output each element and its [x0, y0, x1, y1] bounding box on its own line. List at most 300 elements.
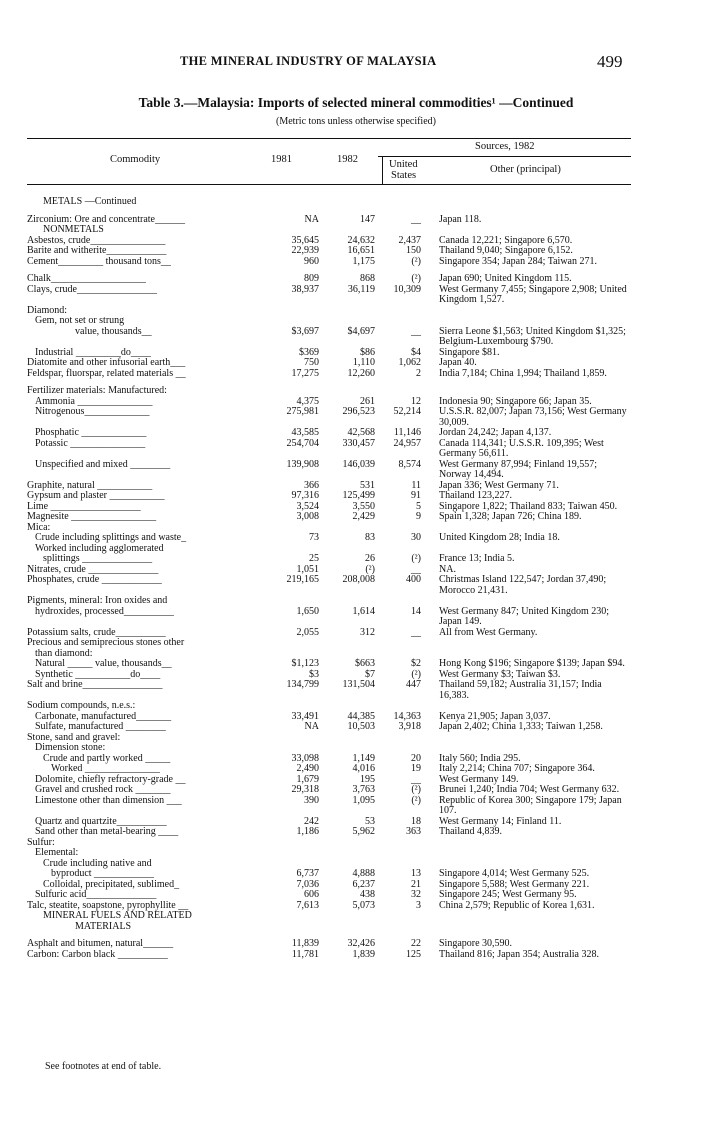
- value-1982-cell: [319, 911, 375, 922]
- other-sources-cell: Jordan 24,242; Japan 4,137.: [439, 427, 552, 438]
- value-1981-cell: 390: [304, 794, 319, 806]
- united-states-cell: 447: [406, 679, 421, 690]
- commodity-cell: splittings ______________: [43, 553, 153, 564]
- value-1981-cell: 750: [304, 357, 319, 368]
- table-subtitle: (Metric tons unless otherwise specified): [276, 116, 436, 127]
- other-sources-cell: NA.: [439, 563, 456, 575]
- value-1981-cell: 29,318: [291, 784, 319, 795]
- col-other-principal: Other (principal): [490, 164, 561, 175]
- commodity-cell: Gem, not set or strung: [35, 315, 125, 326]
- other-sources-cell: Sierra Leone $1,563; United Kingdom $1,325; Belgium-Luxembourg $790.: [439, 325, 626, 347]
- value-1982-cell: [319, 225, 375, 236]
- value-1981-cell: 1,051: [296, 563, 319, 575]
- value-1982-cell: 1,095: [352, 794, 375, 806]
- value-1982-cell: 1,175: [352, 255, 375, 267]
- united-states-cell: 19: [411, 763, 421, 774]
- other-sources-cell: Spain 1,328; Japan 726; China 189.: [439, 511, 582, 522]
- commodity-cell: Industrial _________do____: [35, 346, 151, 358]
- value-1982-cell: $4,697: [347, 325, 375, 337]
- united-states-cell: (²): [411, 273, 421, 284]
- united-states-cell: 3: [416, 899, 421, 911]
- united-states-cell: 13: [411, 868, 421, 879]
- commodity-cell: Gypsum and plaster ___________: [27, 490, 165, 501]
- united-states-cell: 14: [411, 605, 421, 617]
- other-sources-cell: India 7,184; China 1,994; Thailand 1,859.: [439, 367, 607, 379]
- commodity-cell: Precious and semiprecious stones other: [27, 637, 185, 648]
- col-sources: Sources, 1982: [475, 141, 535, 152]
- commodity-cell: Elemental:: [35, 847, 79, 858]
- value-1982-cell: 312: [360, 626, 375, 638]
- value-1981-cell: $369: [299, 346, 319, 358]
- united-states-cell: __: [411, 325, 421, 337]
- other-sources-cell: Singapore 1,822; Thailand 833; Taiwan 450.: [439, 500, 618, 512]
- commodity-cell: Talc, steatite, soapstone, pyrophyllite __: [27, 899, 189, 911]
- united-states-cell: 18: [411, 815, 421, 827]
- other-sources-cell: Singapore 5,588; West Germany 221.: [439, 878, 590, 890]
- value-1981-cell: [253, 225, 319, 236]
- other-sources-cell: Kenya 21,905; Japan 3,037.: [439, 710, 551, 722]
- value-1981-cell: 38,937: [291, 283, 319, 295]
- commodity-cell: Pigments, mineral: Iron oxides and: [27, 595, 168, 606]
- value-1982-cell: [319, 922, 375, 933]
- commodity-cell: NONMETALS: [43, 224, 104, 235]
- value-1982-cell: [319, 733, 375, 744]
- value-1982-cell: 44,385: [347, 710, 375, 722]
- united-states-cell: 2: [416, 367, 421, 379]
- united-states-cell: 30: [411, 532, 421, 543]
- value-1981-cell: [253, 386, 319, 397]
- value-1981-cell: 7,613: [296, 899, 319, 911]
- other-sources-cell: Canada 12,221; Singapore 6,570.: [439, 234, 573, 246]
- united-states-cell: (²): [411, 255, 421, 267]
- commodity-cell: Diatomite and other infusorial earth___: [27, 357, 186, 368]
- value-1982-cell: 83: [365, 532, 375, 543]
- footnote: See footnotes at end of table.: [45, 1061, 162, 1072]
- value-1982-cell: 53: [365, 815, 375, 827]
- value-1982-cell: 1,614: [352, 605, 375, 617]
- other-sources-cell: [433, 197, 631, 208]
- value-1981-cell: 2,055: [296, 626, 319, 638]
- value-1981-cell: 7,036: [296, 878, 319, 890]
- united-states-cell: 91: [411, 490, 421, 501]
- value-1981-cell: 275,981: [286, 406, 319, 417]
- page-number: 499: [597, 52, 623, 71]
- col-united-states-line2: States: [391, 170, 417, 181]
- other-sources-cell: Thailand 816; Japan 354; Australia 328.: [439, 948, 599, 960]
- value-1981-cell: 219,165: [286, 574, 319, 585]
- united-states-cell: 11: [411, 479, 421, 491]
- other-sources-cell: [433, 225, 631, 236]
- other-sources-cell: [433, 316, 631, 327]
- other-sources-cell: Japan 336; West Germany 71.: [439, 479, 559, 491]
- value-1981-cell: 809: [304, 273, 319, 284]
- commodity-cell: Unspecified and mixed ________: [35, 458, 171, 470]
- value-1982-cell: 26: [365, 553, 375, 564]
- value-1982-cell: 24,632: [347, 234, 375, 246]
- commodity-cell: Sand other than metal-bearing ____: [35, 826, 179, 837]
- value-1981-cell: 4,375: [296, 395, 319, 407]
- other-sources-cell: Brunei 1,240; India 704; West Germany 632.: [439, 784, 620, 795]
- value-1982-cell: 5,962: [352, 826, 375, 837]
- commodity-cell: Nitrates, crude ______________: [27, 563, 159, 575]
- value-1981-cell: 17,275: [291, 367, 319, 379]
- commodity-cell: Stone, sand and gravel:: [27, 731, 121, 743]
- other-sources-cell: Indonesia 90; Singapore 66; Japan 35.: [439, 395, 592, 407]
- col-commodity: Commodity: [110, 154, 161, 165]
- other-sources-cell: [433, 922, 631, 933]
- commodity-cell: Sulfate, manufactured ________: [35, 721, 166, 732]
- value-1982-cell: 125,499: [342, 490, 375, 501]
- commodity-cell: Asbestos, crude_______________: [27, 234, 166, 246]
- value-1981-cell: [253, 838, 319, 849]
- united-states-cell: 21: [411, 878, 421, 890]
- other-sources-cell: [433, 638, 631, 649]
- united-states-cell: 14,363: [393, 710, 421, 722]
- united-states-cell: [375, 922, 433, 933]
- united-states-cell: 10,309: [393, 283, 421, 295]
- other-sources-cell: Singapore 245; West Germany 95.: [439, 889, 577, 900]
- value-1981-cell: NA: [304, 213, 319, 225]
- other-sources-cell: Japan 40.: [439, 357, 477, 368]
- other-sources-cell: Thailand 59,182; Australia 31,157; India 16,383.: [439, 679, 602, 701]
- value-1981-cell: $1,123: [291, 658, 319, 669]
- value-1982-cell: [319, 596, 375, 607]
- other-sources-cell: [433, 701, 631, 712]
- other-sources-cell: Singapore $81.: [439, 346, 500, 358]
- united-states-cell: 150: [406, 245, 421, 256]
- commodity-cell: Gravel and crushed rock _______: [35, 784, 171, 795]
- us-divider: [382, 156, 383, 184]
- commodity-cell: Chalk___________________: [27, 273, 146, 284]
- other-sources-cell: [433, 743, 631, 754]
- other-sources-cell: West Germany 14; Finland 11.: [439, 815, 562, 827]
- commodity-cell: MINERAL FUELS AND RELATED: [43, 910, 192, 921]
- value-1982-cell: $663: [355, 658, 375, 669]
- value-1982-cell: 10,503: [347, 721, 375, 732]
- value-1982-cell: [319, 838, 375, 849]
- united-states-cell: (²): [411, 668, 421, 680]
- value-1981-cell: 33,098: [291, 752, 319, 764]
- commodity-cell: Feldspar, fluorspar, related materials __: [27, 367, 186, 379]
- commodity-cell: Dimension stone:: [35, 742, 106, 753]
- value-1981-cell: 1,679: [296, 773, 319, 785]
- value-1981-cell: [253, 197, 319, 208]
- commodity-cell: Synthetic ___________do____: [35, 668, 161, 680]
- value-1982-cell: [319, 197, 375, 208]
- value-1981-cell: [253, 306, 319, 317]
- col-united-states-line1: United: [389, 159, 418, 170]
- value-1981-cell: 366: [304, 479, 319, 491]
- value-1981-cell: 1,650: [296, 605, 319, 617]
- united-states-cell: 52,214: [393, 406, 421, 417]
- value-1981-cell: 25: [309, 553, 319, 564]
- commodity-cell: Colloidal, precipitated, sublimed_: [43, 878, 180, 890]
- commodity-cell: Magnesite _________________: [27, 511, 157, 522]
- value-1982-cell: 330,457: [342, 437, 375, 449]
- value-1982-cell: [319, 701, 375, 712]
- value-1981-cell: 11,839: [291, 938, 319, 949]
- united-states-cell: (²): [411, 794, 421, 806]
- value-1982-cell: 261: [360, 395, 375, 407]
- commodity-cell: Lime __________________: [27, 500, 141, 512]
- value-1982-cell: 1,149: [352, 752, 375, 764]
- header-bottom-rule: [27, 184, 631, 185]
- other-sources-cell: Singapore 30,590.: [439, 938, 513, 949]
- value-1981-cell: $3,697: [291, 325, 319, 337]
- other-sources-cell: Singapore 354; Japan 284; Taiwan 271.: [439, 255, 597, 267]
- other-sources-cell: Hong Kong $196; Singapore $139; Japan $94.: [439, 658, 625, 669]
- value-1981-cell: 134,799: [286, 679, 319, 690]
- value-1982-cell: 531: [360, 479, 375, 491]
- value-1982-cell: [319, 306, 375, 317]
- value-1982-cell: (²): [365, 563, 375, 575]
- united-states-cell: [375, 733, 433, 744]
- value-1982-cell: 4,888: [352, 868, 375, 879]
- commodity-cell: Sulfur:: [27, 836, 55, 848]
- value-1981-cell: [253, 848, 319, 859]
- united-states-cell: [375, 544, 433, 555]
- commodity-cell: Worked including agglomerated: [35, 542, 164, 554]
- united-states-cell: [375, 859, 433, 870]
- value-1982-cell: 195: [360, 773, 375, 785]
- other-sources-cell: Singapore 4,014; West Germany 525.: [439, 868, 590, 879]
- united-states-cell: 2,437: [398, 234, 421, 246]
- value-1981-cell: 11,781: [291, 948, 319, 960]
- value-1981-cell: [253, 922, 319, 933]
- commodity-cell: Sulfuric acid______________: [35, 889, 157, 900]
- commodity-cell: Nitrogenous_____________: [35, 406, 150, 417]
- united-states-cell: [375, 306, 433, 317]
- other-sources-cell: Italy 2,214; China 707; Singapore 364.: [439, 763, 595, 774]
- united-states-cell: __: [411, 773, 421, 785]
- commodity-cell: Phosphates, crude ____________: [27, 574, 162, 585]
- united-states-cell: 5: [416, 500, 421, 512]
- value-1982-cell: 36,119: [347, 283, 375, 295]
- value-1982-cell: 5,073: [352, 899, 375, 911]
- commodity-cell: Cement_________ thousand tons__: [27, 255, 171, 267]
- other-sources-cell: [433, 838, 631, 849]
- commodity-cell: Potassium salts, crude__________: [27, 626, 166, 638]
- value-1982-cell: 12,260: [347, 367, 375, 379]
- commodity-cell: Crude including splittings and waste_: [35, 532, 187, 543]
- united-states-cell: [375, 638, 433, 649]
- united-states-cell: 12: [411, 395, 421, 407]
- value-1981-cell: 22,939: [291, 245, 319, 256]
- value-1981-cell: 73: [309, 532, 319, 543]
- united-states-cell: [375, 316, 433, 327]
- value-1982-cell: 296,523: [342, 406, 375, 417]
- value-1982-cell: 3,763: [352, 784, 375, 795]
- commodity-cell: Asphalt and bitumen, natural______: [27, 938, 174, 949]
- united-states-cell: (²): [411, 784, 421, 795]
- united-states-cell: [375, 225, 433, 236]
- commodity-cell: Crude including native and: [43, 857, 152, 869]
- united-states-cell: 32: [411, 889, 421, 900]
- commodity-cell: Potassic _______________: [35, 437, 146, 449]
- value-1981-cell: 35,645: [291, 234, 319, 246]
- value-1982-cell: [319, 316, 375, 327]
- united-states-cell: __: [411, 563, 421, 575]
- united-states-cell: [375, 838, 433, 849]
- other-sources-cell: All from West Germany.: [439, 626, 538, 638]
- value-1982-cell: 42,568: [347, 427, 375, 438]
- sources-rule: [378, 156, 631, 157]
- other-sources-cell: Thailand 123,227.: [439, 490, 513, 501]
- value-1981-cell: [253, 911, 319, 922]
- commodity-cell: Phosphatic _____________: [35, 427, 147, 438]
- other-sources-cell: [433, 386, 631, 397]
- united-states-cell: 363: [406, 826, 421, 837]
- value-1981-cell: 1,186: [296, 826, 319, 837]
- united-states-cell: 22: [411, 938, 421, 949]
- commodity-cell: hydroxides, processed__________: [35, 605, 174, 617]
- commodity-cell: Carbonate, manufactured_______: [35, 710, 172, 722]
- value-1982-cell: 4,016: [352, 763, 375, 774]
- value-1982-cell: 3,550: [352, 500, 375, 512]
- other-sources-cell: [433, 848, 631, 859]
- other-sources-cell: [433, 733, 631, 744]
- value-1982-cell: 2,429: [352, 511, 375, 522]
- commodity-cell: value, thousands__: [75, 325, 152, 337]
- value-1981-cell: 6,737: [296, 868, 319, 879]
- value-1982-cell: 6,237: [352, 878, 375, 890]
- value-1981-cell: 242: [304, 815, 319, 827]
- other-sources-cell: Christmas Island 122,547; Jordan 37,490; Morocco 21,431.: [439, 574, 607, 596]
- other-sources-cell: Thailand 9,040; Singapore 6,152.: [439, 245, 573, 256]
- commodity-cell: Clays, crude________________: [27, 283, 157, 295]
- value-1981-cell: 97,316: [291, 490, 319, 501]
- other-sources-cell: Canada 114,341; U.S.S.R. 109,395; West Germany 56,611.: [439, 437, 604, 459]
- value-1981-cell: 33,491: [291, 710, 319, 722]
- value-1981-cell: [253, 743, 319, 754]
- value-1982-cell: 147: [360, 213, 375, 225]
- value-1981-cell: [253, 316, 319, 327]
- value-1981-cell: [253, 701, 319, 712]
- value-1982-cell: 1,110: [352, 357, 375, 368]
- value-1982-cell: [319, 848, 375, 859]
- united-states-cell: [375, 743, 433, 754]
- commodity-cell: Salt and brine________________: [27, 679, 163, 690]
- table-title: Table 3.—Malaysia: Imports of selected mineral commodities¹ —Continued: [138, 95, 574, 110]
- value-1981-cell: 3,008: [296, 511, 319, 522]
- other-sources-cell: Japan 118.: [439, 213, 482, 225]
- value-1981-cell: [253, 638, 319, 649]
- united-states-cell: __: [411, 626, 421, 638]
- united-states-cell: [375, 848, 433, 859]
- value-1982-cell: 16,651: [347, 245, 375, 256]
- commodity-cell: Quartz and quartzite__________: [35, 815, 167, 827]
- value-1982-cell: 32,426: [347, 938, 375, 949]
- other-sources-cell: U.S.S.R. 82,007; Japan 73,156; West Germany 30,009.: [439, 406, 627, 428]
- other-sources-cell: France 13; India 5.: [439, 553, 515, 564]
- other-sources-cell: Italy 560; India 295.: [439, 752, 521, 764]
- top-rule: [27, 138, 631, 139]
- commodity-cell: Limestone other than dimension ___: [35, 794, 182, 806]
- other-sources-cell: Japan 2,402; China 1,333; Taiwan 1,258.: [439, 721, 603, 732]
- united-states-cell: 1,062: [398, 357, 421, 368]
- commodity-cell: Ammonia _______________: [35, 395, 153, 407]
- value-1981-cell: [253, 733, 319, 744]
- value-1981-cell: $3: [309, 668, 319, 680]
- united-states-cell: [375, 701, 433, 712]
- other-sources-cell: Japan 690; United Kingdom 115.: [439, 273, 572, 284]
- value-1982-cell: $7: [365, 668, 375, 680]
- value-1982-cell: 208,008: [342, 574, 375, 585]
- commodity-cell: Sodium compounds, n.e.s.:: [27, 700, 136, 711]
- other-sources-cell: West Germany 149.: [439, 773, 519, 785]
- commodity-cell: Dolomite, chiefly refractory-grade __: [35, 773, 186, 785]
- united-states-cell: [375, 386, 433, 397]
- value-1982-cell: 868: [360, 273, 375, 284]
- imports-table: [27, 190, 631, 960]
- value-1982-cell: 438: [360, 889, 375, 900]
- united-states-cell: $2: [411, 658, 421, 669]
- united-states-cell: 20: [411, 752, 421, 764]
- value-1982-cell: $86: [360, 346, 375, 358]
- commodity-cell: METALS —Continued: [43, 196, 137, 207]
- other-sources-cell: West Germany 7,455; Singapore 2,908; United Kingdom 1,527.: [439, 283, 627, 305]
- commodity-cell: Crude and partly worked _____: [43, 752, 171, 764]
- value-1982-cell: 1,839: [352, 948, 375, 960]
- value-1981-cell: 139,908: [286, 458, 319, 470]
- other-sources-cell: West Germany 87,994; Finland 19,557; Norway 14,494.: [439, 458, 598, 480]
- value-1982-cell: 131,504: [342, 679, 375, 690]
- value-1981-cell: 43,585: [291, 427, 319, 438]
- commodity-cell: MATERIALS: [75, 920, 132, 932]
- value-1982-cell: [319, 638, 375, 649]
- other-sources-cell: West Germany $3; Taiwan $3.: [439, 668, 561, 680]
- united-states-cell: 400: [406, 574, 421, 585]
- united-states-cell: [375, 911, 433, 922]
- united-states-cell: 11,146: [393, 427, 421, 438]
- united-states-cell: (²): [411, 553, 421, 564]
- commodity-cell: Worked _______________: [51, 763, 160, 774]
- other-sources-cell: Republic of Korea 300; Singapore 179; Japan 107.: [439, 794, 622, 816]
- col-1982: 1982: [337, 154, 358, 165]
- commodity-cell: Natural _____ value, thousands__: [35, 658, 172, 669]
- value-1981-cell: 960: [304, 255, 319, 267]
- other-sources-cell: [433, 306, 631, 317]
- commodity-cell: Zirconium: Ore and concentrate______: [27, 213, 185, 225]
- value-1981-cell: 2,490: [296, 763, 319, 774]
- value-1982-cell: [319, 743, 375, 754]
- commodity-cell: Fertilizer materials: Manufactured:: [27, 385, 167, 396]
- other-sources-cell: United Kingdom 28; India 18.: [439, 532, 560, 543]
- other-sources-cell: [433, 911, 631, 922]
- commodity-cell: byproduct ____________: [51, 868, 155, 879]
- united-states-cell: $4: [411, 346, 421, 358]
- united-states-cell: 9: [416, 511, 421, 522]
- running-title: THE MINERAL INDUSTRY OF MALAYSIA: [180, 54, 437, 68]
- value-1982-cell: [319, 386, 375, 397]
- value-1981-cell: [253, 596, 319, 607]
- united-states-cell: [375, 596, 433, 607]
- commodity-cell: than diamond:: [35, 647, 93, 659]
- other-sources-cell: West Germany 847; United Kingdom 230; Japan 149.: [439, 605, 610, 627]
- value-1982-cell: 146,039: [342, 458, 375, 470]
- other-sources-cell: [433, 596, 631, 607]
- united-states-cell: [375, 523, 433, 534]
- commodity-cell: Mica:: [27, 521, 51, 533]
- value-1981-cell: 606: [304, 889, 319, 900]
- other-sources-cell: China 2,579; Republic of Korea 1,631.: [439, 899, 595, 911]
- commodity-cell: Graphite, natural ___________: [27, 479, 153, 491]
- value-1981-cell: 3,524: [296, 500, 319, 512]
- united-states-cell: [375, 197, 433, 208]
- commodity-cell: Barite and witherite____________: [27, 245, 167, 256]
- commodity-cell: Diamond:: [27, 304, 67, 316]
- value-1981-cell: NA: [304, 721, 319, 732]
